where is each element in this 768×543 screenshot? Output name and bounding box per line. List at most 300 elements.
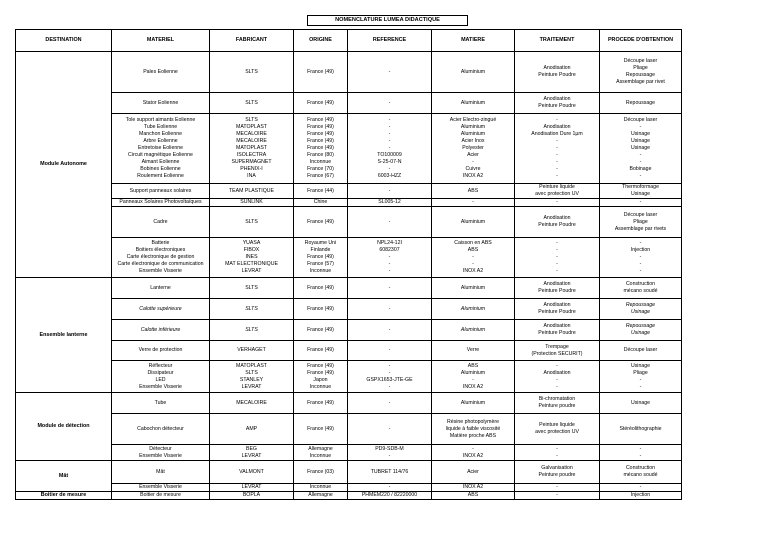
traitement-cell: [515, 114, 600, 184]
origine-line: France (49): [307, 68, 334, 75]
reference-line: -: [388, 187, 391, 194]
matiere-cell: [432, 484, 515, 492]
materiel-line: Lanterne: [150, 284, 171, 291]
traitement-line: -: [556, 484, 558, 490]
matiere-line: Aluminium: [460, 326, 486, 333]
table-row: [16, 52, 682, 93]
nomenclature-table: [15, 29, 682, 500]
matiere-line: ABS: [467, 362, 479, 369]
table-row: [16, 299, 682, 320]
matiere-cell: [432, 492, 515, 500]
procede-line: Repoussage: [625, 302, 656, 308]
traitement-line: -: [556, 492, 558, 498]
procede-line: -: [639, 452, 642, 459]
traitement-line: -: [556, 117, 558, 123]
traitement-line: Peinture Poudre: [538, 72, 576, 78]
matiere-cell: [432, 320, 515, 341]
materiel-cell: [112, 341, 210, 361]
reference-cell: [348, 93, 432, 114]
materiel-cell: [112, 52, 210, 93]
fabricant-line: SLTS: [245, 99, 258, 106]
materiel-line: Carte électronique de communication: [117, 261, 204, 267]
matiere-line: INOX A2: [462, 173, 484, 179]
traitement-line: -: [556, 261, 558, 267]
procede-line: Pliage: [633, 218, 648, 225]
fabricant-cell: [210, 238, 294, 278]
procede-line: Usinage: [630, 399, 651, 406]
fabricant-cell: [210, 341, 294, 361]
materiel-line: Stator Eolienne: [142, 99, 179, 106]
destination-cell: Mât: [16, 461, 112, 492]
matiere-line: Matière proche ABS: [449, 432, 497, 439]
reference-cell: [348, 461, 432, 484]
matiere-line: -: [472, 159, 474, 165]
materiel-line: Cabochon détecteur: [137, 425, 184, 432]
fabricant-cell: [210, 93, 294, 114]
origine-cell: [294, 93, 348, 114]
matiere-line: Acier: [467, 468, 479, 475]
traitement-line: -: [556, 166, 558, 172]
reference-line: -: [388, 117, 391, 123]
matiere-cell: [432, 445, 515, 461]
reference-line: -: [388, 99, 391, 106]
origine-line: France (49): [307, 326, 334, 333]
reference-line: -: [388, 399, 391, 406]
procede-line: -: [639, 445, 642, 452]
table-row: [16, 184, 682, 199]
fabricant-line: SLTS: [245, 117, 258, 123]
materiel-line: LED: [155, 376, 166, 383]
matiere-line: -: [472, 261, 474, 267]
procede-line: Bobinage: [629, 166, 652, 172]
procede-line: Thermoformage: [622, 184, 659, 190]
origine-cell: [294, 52, 348, 93]
materiel-line: Mât: [156, 468, 165, 475]
traitement-line: Peinture poudre: [538, 403, 576, 409]
fabricant-line: MATOPLAST: [236, 362, 267, 369]
matiere-cell: [432, 207, 515, 238]
table-row: [16, 484, 682, 492]
origine-line: Chine: [313, 199, 328, 205]
procede-cell: [600, 238, 682, 278]
matiere-line: Verre: [466, 347, 480, 353]
materiel-line: Ensemble Visserie: [139, 268, 182, 274]
traitement-cell: [515, 341, 600, 361]
header-destination: DESTINATION: [16, 30, 112, 52]
fabricant-line: VERHAGET: [237, 347, 266, 353]
origine-line: France (49): [307, 254, 334, 260]
matiere-cell: [432, 93, 515, 114]
materiel-line: Boitier de mesure: [140, 492, 181, 498]
procede-cell: [600, 461, 682, 484]
matiere-line: Caisson en ABS: [454, 240, 492, 246]
origine-line: France (49): [307, 145, 334, 151]
procede-line: Usinage: [630, 131, 651, 137]
origine-cell: [294, 361, 348, 393]
procede-cell: [600, 207, 682, 238]
procede-line: Usinage: [630, 138, 651, 144]
matiere-line: -: [472, 445, 474, 452]
traitement-line: -: [556, 159, 558, 165]
matiere-line: Aluminium: [460, 284, 486, 291]
procede-line: -: [639, 383, 642, 390]
table-row: [16, 278, 682, 299]
reference-cell: [348, 299, 432, 320]
origine-line: France (44): [307, 187, 334, 194]
materiel-line: Tole support aimants Eolienne: [125, 117, 196, 123]
fabricant-cell: [210, 393, 294, 414]
origine-cell: [294, 393, 348, 414]
matiere-line: Résine photopolymère: [447, 418, 499, 425]
fabricant-line: YUASA: [242, 240, 261, 246]
origine-line: Allemagne: [308, 445, 333, 452]
origine-line: France (49): [307, 425, 334, 432]
traitement-line: Anodisation: [543, 323, 571, 329]
header-row: [16, 30, 682, 52]
traitement-cell: [515, 238, 600, 278]
procede-line: Découpe laser: [623, 117, 658, 123]
header-fabricant: FABRICANT: [210, 30, 294, 52]
reference-cell: [348, 393, 432, 414]
materiel-line: Ensemble Visserie: [139, 383, 182, 390]
procede-cell: [600, 492, 682, 500]
procede-cell: [600, 199, 682, 207]
matiere-line: Aluminium: [460, 305, 486, 312]
reference-line: -: [388, 305, 391, 312]
origine-cell: [294, 414, 348, 445]
fabricant-line: MECALOIRE: [236, 399, 267, 406]
fabricant-cell: [210, 114, 294, 184]
procede-cell: [600, 414, 682, 445]
fabricant-line: FIBOX: [243, 247, 260, 253]
reference-cell: [348, 238, 432, 278]
fabricant-cell: [210, 184, 294, 199]
reference-cell: [348, 207, 432, 238]
reference-line: -: [388, 369, 391, 376]
fabricant-line: PHENIX-I: [240, 166, 263, 172]
origine-line: France (49): [307, 138, 334, 144]
traitement-line: Anodisation: [543, 215, 571, 221]
materiel-cell: [112, 361, 210, 393]
matiere-line: Aluminium: [460, 218, 486, 225]
traitement-line: -: [556, 152, 558, 158]
materiel-cell: [112, 484, 210, 492]
destination-cell: Boitier de mesure: [16, 492, 112, 500]
table-row: [16, 414, 682, 445]
matiere-cell: [432, 461, 515, 484]
procede-cell: [600, 445, 682, 461]
fabricant-cell: [210, 278, 294, 299]
origine-line: France (49): [307, 218, 334, 225]
procede-line: Découpe laser: [623, 347, 658, 353]
materiel-line: Entretoise Eolienne: [138, 145, 183, 151]
reference-line: PHMEM220 / 82220000: [361, 492, 418, 498]
reference-cell: [348, 445, 432, 461]
procede-line: -: [639, 124, 642, 130]
destination-cell: Ensemble lanterne: [16, 278, 112, 393]
procede-line: -: [639, 240, 642, 246]
fabricant-line: SLTS: [245, 218, 258, 225]
origine-line: France (67): [307, 173, 334, 179]
fabricant-line: INA: [247, 173, 256, 179]
traitement-cell: [515, 492, 600, 500]
materiel-cell: [112, 238, 210, 278]
origine-line: France (49): [307, 362, 334, 369]
traitement-line: -: [556, 445, 558, 452]
table-row: [16, 238, 682, 278]
fabricant-line: TEAM PLASTIQUE: [229, 187, 274, 194]
materiel-line: Batterie: [151, 240, 170, 246]
matiere-line: -: [472, 199, 474, 205]
traitement-cell: [515, 361, 600, 393]
procede-line: Usinage: [630, 145, 651, 151]
fabricant-cell: [210, 484, 294, 492]
traitement-line: Peinture Poudre: [538, 288, 576, 294]
matiere-line: Polyester: [462, 145, 484, 151]
traitement-cell: [515, 93, 600, 114]
origine-cell: [294, 207, 348, 238]
reference-cell: [348, 184, 432, 199]
origine-cell: [294, 299, 348, 320]
origine-line: Inconnue: [309, 452, 332, 459]
materiel-cell: [112, 199, 210, 207]
reference-line: -: [388, 452, 391, 459]
reference-line: TO100009: [377, 152, 402, 158]
materiel-line: Manchon Eolienne: [139, 131, 182, 137]
matiere-cell: [432, 278, 515, 299]
procede-line: Assemblage par rivet: [616, 79, 665, 85]
traitement-line: Trempage: [545, 343, 569, 350]
matiere-line: INOX A2: [462, 383, 484, 390]
matiere-cell: [432, 238, 515, 278]
reference-line: -: [388, 254, 391, 260]
traitement-cell: [515, 207, 600, 238]
fabricant-line: STANLEY: [239, 376, 264, 383]
matiere-line: Aluminium: [460, 399, 486, 406]
procede-line: -: [639, 376, 642, 383]
origine-line: France (70): [307, 166, 334, 172]
reference-cell: [348, 484, 432, 492]
traitement-cell: [515, 184, 600, 199]
traitement-line: Anodisation: [543, 124, 571, 130]
materiel-cell: [112, 414, 210, 445]
table-row: [16, 341, 682, 361]
origine-cell: [294, 492, 348, 500]
fabricant-line: LEVRAT: [241, 484, 262, 490]
matiere-line: INOX A2: [462, 268, 484, 274]
traitement-line: Galvanisation: [541, 465, 573, 471]
materiel-line: Roulement Eolienne: [137, 173, 184, 179]
procede-line: Assemblage par rivets: [614, 225, 667, 232]
origine-cell: [294, 320, 348, 341]
header-materiel: MATERIEL: [112, 30, 210, 52]
materiel-line: Calotte supérieure: [139, 305, 182, 312]
table-row: [16, 361, 682, 393]
materiel-cell: [112, 93, 210, 114]
matiere-line: ABS: [467, 187, 479, 194]
origine-cell: [294, 341, 348, 361]
fabricant-cell: [210, 207, 294, 238]
fabricant-line: MECALOIRE: [236, 138, 267, 144]
materiel-cell: [112, 184, 210, 199]
origine-line: Inconnue: [309, 268, 332, 274]
origine-line: France (80): [307, 152, 334, 158]
reference-line: TUBRET 114/76: [370, 468, 409, 475]
matiere-cell: [432, 299, 515, 320]
matiere-line: ABS: [467, 492, 479, 498]
traitement-line: Peinture Poudre: [538, 309, 576, 315]
materiel-line: Tube Eolienne: [143, 124, 178, 130]
matiere-cell: [432, 184, 515, 199]
origine-cell: [294, 484, 348, 492]
matiere-line: ABS: [467, 247, 479, 253]
reference-line: -: [388, 383, 391, 390]
fabricant-line: LEVRAT: [241, 383, 262, 390]
traitement-line: avec protection UV: [535, 191, 579, 197]
reference-cell: [348, 341, 432, 361]
destination-cell: Module de détection: [16, 393, 112, 461]
traitement-line: Peinture Poudre: [538, 222, 576, 228]
origine-line: France (03): [307, 468, 334, 475]
traitement-cell: [515, 445, 600, 461]
matiere-cell: [432, 341, 515, 361]
origine-line: France (57): [307, 261, 334, 267]
procede-line: Injection: [630, 492, 651, 498]
materiel-cell: [112, 278, 210, 299]
fabricant-line: SLTS: [245, 284, 258, 291]
reference-line: -: [388, 347, 391, 353]
procede-cell: [600, 52, 682, 93]
reference-cell: [348, 361, 432, 393]
header-reference: REFERENCE: [348, 30, 432, 52]
reference-line: NPL24-12I: [377, 240, 402, 246]
origine-line: France (49): [307, 347, 334, 353]
traitement-cell: [515, 461, 600, 484]
origine-cell: [294, 114, 348, 184]
reference-line: -: [388, 484, 391, 490]
fabricant-line: SLTS: [245, 369, 258, 376]
traitement-line: Anodisation: [543, 369, 571, 376]
procede-line: Pliage: [633, 369, 648, 376]
reference-cell: [348, 278, 432, 299]
materiel-cell: [112, 299, 210, 320]
origine-line: France (49): [307, 124, 334, 130]
document-title: NOMENCLATURE LUMEA DIDACTIQUE: [307, 15, 468, 26]
fabricant-cell: [210, 492, 294, 500]
reference-line: 6082307: [379, 247, 400, 253]
traitement-line: Anodisation: [543, 96, 571, 102]
reference-line: -: [388, 145, 391, 151]
materiel-cell: [112, 114, 210, 184]
table-row: [16, 114, 682, 184]
procede-line: -: [639, 199, 642, 205]
procede-line: Découpe laser: [623, 211, 658, 218]
traitement-cell: [515, 299, 600, 320]
materiel-line: Cadre: [153, 218, 168, 225]
origine-line: France (49): [307, 369, 334, 376]
fabricant-line: AMP: [245, 425, 258, 432]
procede-line: Injection: [630, 247, 651, 253]
fabricant-line: LEVRAT: [241, 452, 262, 459]
traitement-line: Anodisation Dure 1µm: [531, 131, 583, 137]
matiere-line: liquide à faible viscosité: [445, 425, 501, 432]
materiel-cell: [112, 492, 210, 500]
procede-line: Usinage: [630, 330, 651, 336]
traitement-line: Peinture Poudre: [538, 103, 576, 109]
traitement-cell: [515, 320, 600, 341]
traitement-line: -: [556, 254, 558, 260]
table-row: [16, 207, 682, 238]
traitement-cell: [515, 199, 600, 207]
materiel-line: Arbre Eolienne: [143, 138, 178, 144]
procede-line: -: [639, 261, 642, 267]
materiel-line: Panneaux Solaires Photovoltaïques: [119, 199, 202, 205]
traitement-line: Peinture liquide: [539, 422, 575, 428]
origine-line: France (49): [307, 131, 334, 137]
procede-cell: [600, 278, 682, 299]
procede-line: -: [639, 268, 642, 274]
matiere-line: -: [472, 376, 474, 383]
reference-line: -: [388, 131, 391, 137]
traitement-line: avec protection UV: [535, 429, 579, 435]
fabricant-cell: [210, 361, 294, 393]
reference-line: SL005-12: [378, 199, 401, 205]
traitement-line: Peinture Poudre: [538, 330, 576, 336]
materiel-line: Tube: [154, 399, 167, 406]
fabricant-line: MATOPLAST: [236, 145, 267, 151]
procede-cell: [600, 114, 682, 184]
materiel-line: Dissipateur: [147, 369, 174, 376]
matiere-line: Aluminium: [460, 369, 486, 376]
reference-line: -: [388, 218, 391, 225]
procede-line: -: [639, 152, 642, 158]
fabricant-cell: [210, 461, 294, 484]
origine-line: Finlande: [310, 247, 331, 253]
materiel-line: Ensemble Visserie: [139, 484, 182, 490]
reference-line: -: [388, 326, 391, 333]
procede-line: Usinage: [630, 362, 651, 369]
reference-line: -: [388, 166, 391, 172]
reference-cell: [348, 199, 432, 207]
traitement-line: -: [556, 452, 558, 459]
table-row: [16, 199, 682, 207]
traitement-cell: [515, 278, 600, 299]
origine-cell: [294, 184, 348, 199]
traitement-cell: [515, 484, 600, 492]
traitement-line: -: [556, 247, 558, 253]
fabricant-line: ISOLECTRA: [236, 152, 267, 158]
reference-line: S-25-07-N: [377, 159, 402, 165]
fabricant-cell: [210, 320, 294, 341]
matiere-line: -: [472, 254, 474, 260]
procede-line: mécano soudé: [623, 288, 658, 294]
table-body: [16, 52, 682, 500]
procede-cell: [600, 341, 682, 361]
traitement-line: -: [556, 145, 558, 151]
fabricant-line: VALMONT: [239, 468, 264, 475]
matiere-line: Acier: [467, 152, 479, 158]
materiel-line: Boitiers électroniques: [135, 247, 186, 253]
matiere-line: Aluminium: [460, 68, 486, 75]
reference-line: -: [388, 362, 391, 369]
procede-cell: [600, 393, 682, 414]
procede-line: Usinage: [630, 191, 651, 197]
procede-line: Construction: [625, 465, 656, 471]
materiel-cell: [112, 393, 210, 414]
procede-line: -: [639, 159, 642, 165]
fabricant-line: BOPLA: [242, 492, 261, 498]
reference-cell: [348, 320, 432, 341]
